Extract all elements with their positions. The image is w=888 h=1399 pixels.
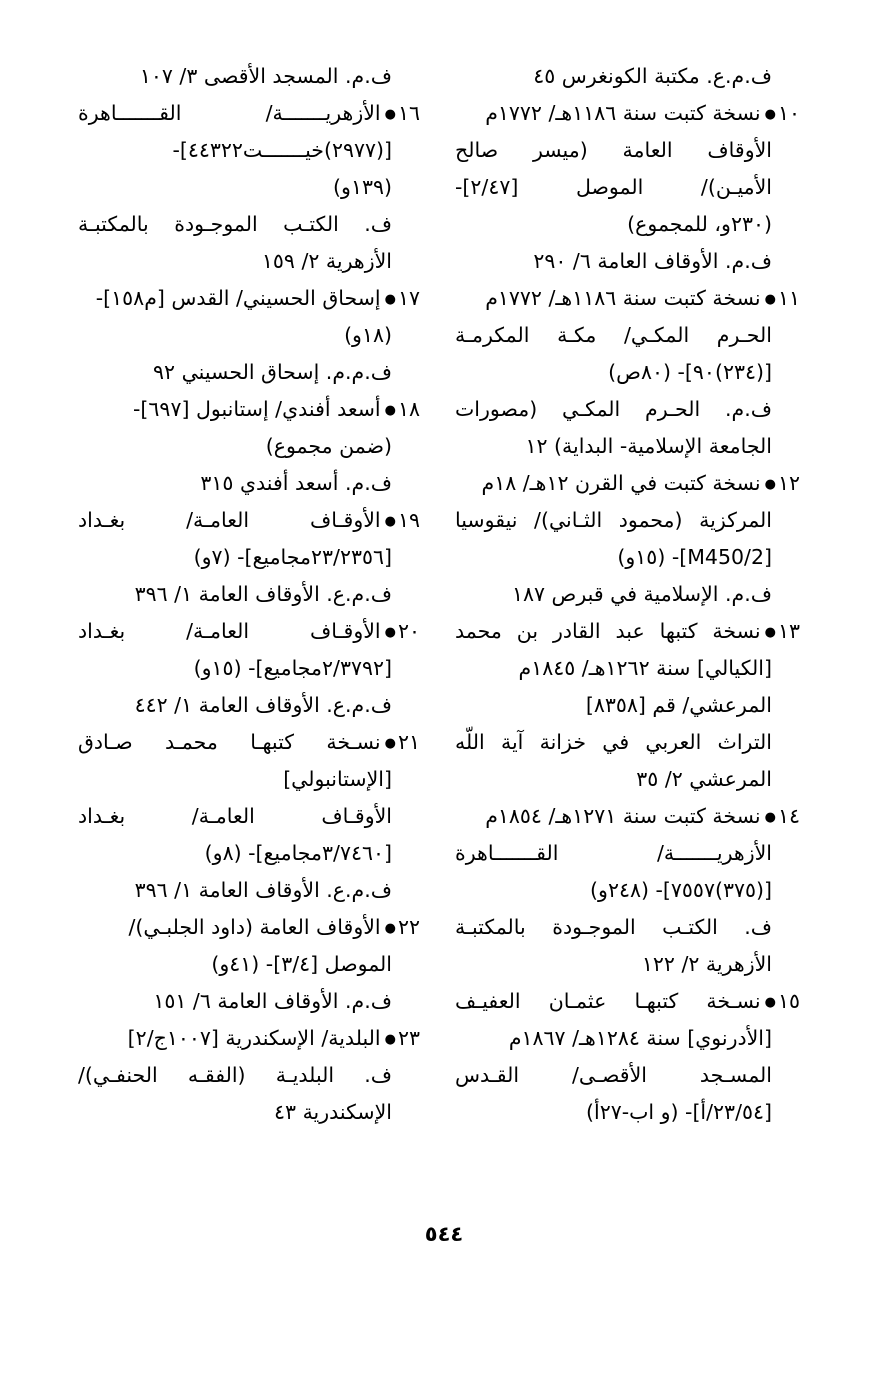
bullet-icon: ● bbox=[764, 809, 776, 825]
bullet-icon: ● bbox=[764, 106, 776, 122]
bullet-icon: ● bbox=[384, 402, 396, 418]
continuation-line: ف. الكتـب الموجـودة بالمكتبـة bbox=[455, 915, 772, 939]
entry-text: أسعد أفندي/ إستانبول [٦٩٧]- bbox=[133, 397, 381, 421]
entry-text: نسـخة كتبهـا عثمـان العفيـف bbox=[455, 989, 761, 1013]
continuation-line: الأوقـاف العامـة/ بغـداد bbox=[78, 804, 392, 828]
continuation-line: الأزهريـــــــة/ القـــــــاهرة bbox=[455, 841, 772, 865]
left-column bbox=[78, 58, 420, 1131]
continuation-line: الحـرم المكـي/ مكـة المكرمـة bbox=[455, 323, 772, 347]
entry-line bbox=[455, 95, 800, 132]
continuation-line: (ضمن مجموع) bbox=[265, 434, 392, 458]
continuation-line: الجامعة الإسلامية- البداية) ١٢ bbox=[525, 434, 772, 458]
continuation-line: الأميـن)/ الموصل [٢/٤٧]- bbox=[455, 175, 772, 199]
entry-number: ١٩ bbox=[397, 508, 420, 532]
entry-text: نسخة كتبت سنة ١١٨٦هـ/ ١٧٧٢م bbox=[485, 101, 761, 125]
entry-text: الأزهريـــــــة/ القـــــــاهرة bbox=[78, 101, 381, 125]
reference-line: ف.م.ع. الأوقاف العامة ١/ ٣٩٦ bbox=[134, 878, 392, 902]
continuation-line: [الإستانبولي] bbox=[283, 767, 392, 791]
continuation-line: ف.م. الحـرم المكـي (مصورات bbox=[455, 397, 772, 421]
entry-text: إسحاق الحسيني/ القدس [م١٥٨]- bbox=[95, 286, 381, 310]
entry-text: الأوقـاف العامـة/ بغـداد bbox=[78, 619, 381, 643]
continuation-line: [الكيالي] سنة ١٢٦٢هـ/ ١٨٤٥م bbox=[518, 656, 772, 680]
entry-number: ١٣ bbox=[777, 619, 800, 643]
entry-text: نسخة كتبت سنة ١١٨٦هـ/ ١٧٧٢م bbox=[485, 286, 761, 310]
entry-text: نسخة كتبها عبد القادر بن محمد bbox=[455, 619, 761, 643]
continuation-line: (١٨و) bbox=[344, 323, 392, 347]
entry-line bbox=[78, 502, 420, 539]
bullet-icon: ● bbox=[384, 920, 396, 936]
entry-line bbox=[455, 983, 800, 1020]
entry-number: ١٢ bbox=[777, 471, 800, 495]
continuation-line: [٢/٣٧٩٢مجاميع]- (١٥و) bbox=[193, 656, 392, 680]
reference-line: ف.م. الأوقاف العامة ٦/ ١٥١ bbox=[153, 989, 392, 1013]
right-column bbox=[455, 58, 800, 1131]
entry-line bbox=[455, 465, 800, 502]
continuation-line: التراث العربي في خزانة آية اللّه bbox=[455, 730, 772, 754]
entry-number: ١٠ bbox=[777, 101, 800, 125]
continuation-line: المسـجد الأقصـى/ القـدس bbox=[455, 1063, 772, 1087]
continuation-line: [M450/2]- (١٥و) bbox=[617, 545, 772, 569]
reference-line: ف.م. الإسلامية في قبرص ١٨٧ bbox=[511, 582, 772, 606]
continuation-line: ف. الكتـب الموجـودة بالمكتبـة bbox=[78, 212, 392, 236]
entry-number: ١٦ bbox=[397, 101, 420, 125]
reference-line: ف.م.ع. الأوقاف العامة ١/ ٤٤٢ bbox=[134, 693, 392, 717]
entry-line bbox=[78, 280, 420, 317]
continuation-line: الأزهرية ٢/ ١٥٩ bbox=[261, 249, 392, 273]
entry-line bbox=[78, 613, 420, 650]
continuation-line: [٣/٧٤٦٠مجاميع]- (٨و) bbox=[204, 841, 392, 865]
entry-text: الأوقـاف العامـة/ بغـداد bbox=[78, 508, 381, 532]
continuation-line: [٢٣/٥٤/أ]- (و اب-٢٧أ) bbox=[585, 1100, 772, 1124]
continuation-line: [(٢٣٤)٩٠]- (٨٠ص) bbox=[608, 360, 772, 384]
page-number: ٥٤٤ bbox=[424, 1222, 464, 1246]
continuation-line: الإسكندرية ٤٣ bbox=[274, 1100, 392, 1124]
bullet-icon: ● bbox=[384, 1031, 396, 1047]
continuation-line: الأزهرية ٢/ ١٢٢ bbox=[641, 952, 772, 976]
continuation-line: [٢٣/٢٣٥٦مجاميع]- (٧و) bbox=[193, 545, 392, 569]
entry-line bbox=[455, 280, 800, 317]
continuation-line: المرعشي ٢/ ٣٥ bbox=[636, 767, 772, 791]
entry-number: ٢١ bbox=[397, 730, 420, 754]
reference-line: ف.م. الأوقاف العامة ٦/ ٢٩٠ bbox=[533, 249, 772, 273]
bullet-icon: ● bbox=[764, 994, 776, 1010]
continuation-line: (١٣٩و) bbox=[333, 175, 392, 199]
bullet-icon: ● bbox=[384, 735, 396, 751]
continuation-line: [(٣٧٥)٧٥٥٧]- (٢٤٨و) bbox=[590, 878, 772, 902]
continuation-line: [الأدرنوي] سنة ١٢٨٤هـ/ ١٨٦٧م bbox=[508, 1026, 772, 1050]
bullet-icon: ● bbox=[384, 106, 396, 122]
entry-number: ١١ bbox=[777, 286, 800, 310]
entry-line bbox=[78, 95, 420, 132]
entry-text: نسخة كتبت في القرن ١٢هـ/ ١٨م bbox=[481, 471, 761, 495]
reference-line: ف.م.ع. الأوقاف العامة ١/ ٣٩٦ bbox=[134, 582, 392, 606]
entry-text: الأوقاف العامة (داود الجلبـي)/ bbox=[128, 915, 381, 939]
entry-number: ١٨ bbox=[397, 397, 420, 421]
entry-number: ١٥ bbox=[777, 989, 800, 1013]
continuation-line: المرعشي/ قم [٨٣٥٨] bbox=[585, 693, 772, 717]
bullet-icon: ● bbox=[764, 291, 776, 307]
entry-text: نسـخة كتبهـا محمـد صـادق bbox=[78, 730, 381, 754]
entry-line bbox=[78, 724, 420, 761]
entry-text: نسخة كتبت سنة ١٢٧١هـ/ ١٨٥٤م bbox=[485, 804, 761, 828]
bullet-icon: ● bbox=[384, 513, 396, 529]
bullet-icon: ● bbox=[384, 291, 396, 307]
continuation-line: [(٢٩٧٧)خيـــــــت٤٤٣٢٢]- bbox=[172, 138, 392, 162]
entry-text: البلدية/ الإسكندرية [١٠٠٧ج/٢] bbox=[127, 1026, 381, 1050]
entry-line bbox=[455, 613, 800, 650]
bullet-icon: ● bbox=[384, 624, 396, 640]
entry-line bbox=[455, 798, 800, 835]
entry-line bbox=[78, 1020, 420, 1057]
entry-line bbox=[78, 909, 420, 946]
entry-number: ٢٣ bbox=[397, 1026, 420, 1050]
reference-line: ف.م.ع. مكتبة الكونغرس ٤٥ bbox=[533, 64, 772, 88]
continuation-line: الأوقاف العامة (ميسر صالح bbox=[455, 138, 772, 162]
continuation-line: (٢٣٠و، للمجموع) bbox=[627, 212, 772, 236]
bullet-icon: ● bbox=[764, 476, 776, 492]
entry-number: ١٧ bbox=[397, 286, 420, 310]
bullet-icon: ● bbox=[764, 624, 776, 640]
reference-line: ف.م. المسجد الأقصى ٣/ ١٠٧ bbox=[139, 64, 392, 88]
entry-number: ٢٢ bbox=[397, 915, 420, 939]
reference-line: ف.م.م. إسحاق الحسيني ٩٢ bbox=[153, 360, 392, 384]
continuation-line: المركزية (محمود الثـاني)/ نيقوسيا bbox=[455, 508, 772, 532]
reference-line: ف.م. أسعد أفندي ٣١٥ bbox=[200, 471, 392, 495]
entry-number: ١٤ bbox=[777, 804, 800, 828]
continuation-line: الموصل [٣/٤]- (٤١و) bbox=[211, 952, 392, 976]
entry-number: ٢٠ bbox=[397, 619, 420, 643]
continuation-line: ف. البلديـة (الفقـه الحنفـي)/ bbox=[78, 1063, 392, 1087]
entry-line bbox=[78, 391, 420, 428]
